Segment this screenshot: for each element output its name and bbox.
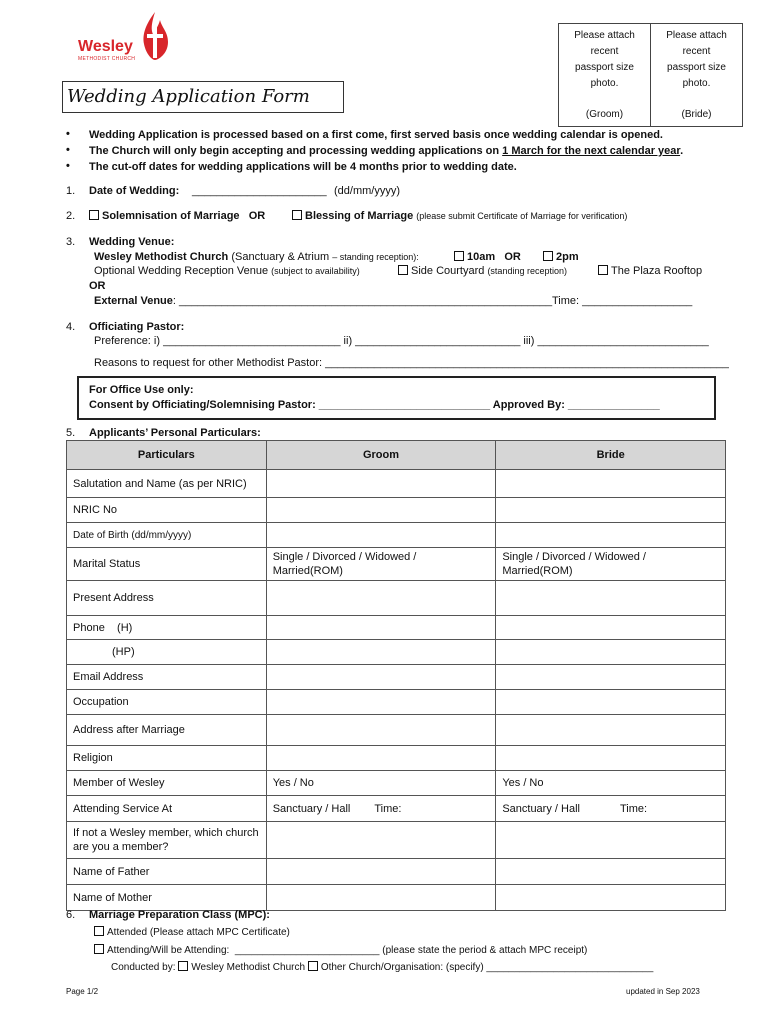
external-venue-line[interactable]: External Venue: _____________________________________________________________	[94, 295, 553, 307]
photo-text: recent	[682, 46, 711, 57]
optional-venue-line: Optional Wedding Reception Venue (subject to availability)	[94, 265, 360, 277]
groom-cell[interactable]	[266, 715, 496, 746]
particulars-label: Applicants’ Personal Particulars:	[89, 427, 261, 439]
bride-cell[interactable]	[496, 690, 726, 715]
checkbox-icon[interactable]	[454, 251, 464, 261]
bride-photo-box[interactable]	[650, 23, 743, 127]
groom-cell[interactable]	[266, 885, 496, 911]
table-row	[67, 771, 726, 796]
note-2: The Church will only begin accepting and processing wedding applications on 1 March for the next calendar year.	[89, 145, 684, 157]
bride-cell[interactable]	[496, 470, 726, 498]
photo-who: (Groom)	[585, 109, 624, 120]
header-bride: Bride	[496, 441, 726, 470]
page-number: Page 1/2	[66, 987, 99, 996]
venue-label: Wedding Venue:	[89, 236, 175, 248]
external-time-input[interactable]: Time: __________________	[552, 295, 693, 307]
bride-cell[interactable]	[496, 746, 726, 771]
photo-text: photo.	[682, 78, 711, 89]
logo-name: Wesley	[78, 38, 133, 55]
groom-photo-box[interactable]	[558, 23, 651, 127]
table-row	[67, 581, 726, 616]
side-courtyard-option[interactable]: Side Courtyard (standing reception)	[398, 265, 567, 277]
updated-date: updated in Sep 2023	[626, 987, 700, 996]
row-label: If not a Wesley member, which church are you a member?	[67, 822, 267, 859]
row-label: Address after Marriage	[67, 715, 267, 746]
checkbox-icon[interactable]	[292, 210, 302, 220]
checkbox-icon[interactable]	[543, 251, 553, 261]
row-label: Member of Wesley	[67, 771, 267, 796]
table-row	[67, 640, 726, 665]
bride-cell[interactable]	[496, 665, 726, 690]
header-particulars: Particulars	[67, 441, 267, 470]
row-label: Attending Service At	[67, 796, 267, 822]
table-row	[67, 746, 726, 771]
row-label: Salutation and Name (as per NRIC)	[67, 470, 267, 498]
photo-who: (Bride)	[681, 109, 712, 120]
flame-cross-icon	[138, 10, 172, 62]
groom-cell[interactable]	[266, 746, 496, 771]
checkbox-icon[interactable]	[308, 961, 318, 971]
venue-or: OR	[89, 280, 106, 292]
mpc-conducted-line: Conducted by: Wesley Methodist Church Other Church/Organisation: (specify) ______________________________	[111, 962, 654, 973]
section-4-number: 4.	[66, 321, 76, 333]
blessing-option[interactable]: Blessing of Marriage (please submit Certificate of Marriage for verification)	[292, 210, 627, 222]
time-2pm-option[interactable]: 2pm	[543, 251, 579, 263]
row-label: Present Address	[67, 581, 267, 616]
mpc-attended-option[interactable]: Attended (Please attach MPC Certificate)	[94, 926, 290, 938]
bride-cell[interactable]	[496, 581, 726, 616]
row-label: Marital Status	[67, 548, 267, 581]
pastor-preference-input[interactable]: Preference: i) _____________________________ ii) ___________________________ iii) ____________________________	[94, 335, 709, 347]
section-5-number: 5.	[66, 427, 76, 439]
groom-cell[interactable]	[266, 665, 496, 690]
table-row	[67, 523, 726, 548]
solemnisation-option[interactable]: Solemnisation of Marriage OR	[89, 210, 265, 222]
bullet-icon: •	[66, 160, 70, 172]
groom-member-options[interactable]: Yes / No	[266, 771, 496, 796]
photo-text: passport size	[667, 62, 726, 73]
wedding-date-label: Date of Wedding:	[89, 185, 180, 197]
office-consent-line[interactable]: Consent by Officiating/Solemnising Pastor: ____________________________ Approved By: _______________	[89, 399, 660, 411]
bride-cell[interactable]	[496, 616, 726, 640]
checkbox-icon[interactable]	[94, 944, 104, 954]
row-label: Email Address	[67, 665, 267, 690]
bride-marital-options[interactable]: Single / Divorced / Widowed / Married(ROM)	[496, 548, 726, 581]
groom-cell[interactable]	[266, 640, 496, 665]
row-label: (HP)	[67, 640, 267, 665]
bride-cell[interactable]	[496, 822, 726, 859]
time-10am-option[interactable]: 10am OR	[454, 251, 521, 263]
particulars-table	[66, 440, 726, 911]
note-1: Wedding Application is processed based on a first come, first served basis once wedding calendar is opened.	[89, 129, 663, 141]
groom-marital-options[interactable]: Single / Divorced / Widowed / Married(ROM)	[266, 548, 496, 581]
section-1-number: 1.	[66, 185, 76, 197]
page-title: Wedding Application Form	[62, 81, 344, 113]
table-row	[67, 616, 726, 640]
groom-cell[interactable]	[266, 498, 496, 523]
bride-cell[interactable]	[496, 859, 726, 885]
bride-service-cell[interactable]: Sanctuary / Hall Time:	[496, 796, 726, 822]
bride-cell[interactable]	[496, 715, 726, 746]
photo-text: passport size	[575, 62, 634, 73]
pastor-label: Officiating Pastor:	[89, 321, 185, 333]
table-row	[67, 548, 726, 581]
groom-cell[interactable]	[266, 523, 496, 548]
bride-cell[interactable]	[496, 523, 726, 548]
table-row	[67, 690, 726, 715]
table-header-row	[67, 441, 726, 470]
table-row	[67, 822, 726, 859]
groom-service-cell[interactable]: Sanctuary / Hall Time:	[266, 796, 496, 822]
wedding-date-input[interactable]: ______________________	[192, 185, 327, 197]
groom-cell[interactable]	[266, 581, 496, 616]
section-6-number: 6.	[66, 909, 76, 921]
section-2-number: 2.	[66, 210, 76, 222]
office-use-title: For Office Use only:	[89, 384, 194, 396]
row-label: Religion	[67, 746, 267, 771]
checkbox-icon[interactable]	[94, 926, 104, 936]
table-row	[67, 715, 726, 746]
bride-cell[interactable]	[496, 498, 726, 523]
groom-cell[interactable]	[266, 859, 496, 885]
table-row	[67, 470, 726, 498]
table-row	[67, 859, 726, 885]
groom-cell[interactable]	[266, 616, 496, 640]
church-venue-line: Wesley Methodist Church (Sanctuary & Atrium – standing reception):	[94, 251, 419, 263]
groom-cell[interactable]	[266, 822, 496, 859]
pastor-reasons-input[interactable]: Reasons to request for other Methodist Pastor: __________________________________________________________________	[94, 357, 729, 369]
row-label: Name of Mother	[67, 885, 267, 911]
plaza-rooftop-option[interactable]: The Plaza Rooftop	[598, 265, 702, 277]
mpc-attending-option[interactable]: Attending/Will be Attending: __________________________ (please state the period & attach MPC receipt)	[94, 944, 587, 956]
checkbox-icon[interactable]	[89, 210, 99, 220]
bride-cell[interactable]	[496, 640, 726, 665]
checkbox-icon[interactable]	[598, 265, 608, 275]
note-3: The cut-off dates for wedding applications will be 4 months prior to wedding date.	[89, 161, 517, 173]
table-row	[67, 885, 726, 911]
header-groom: Groom	[266, 441, 496, 470]
table-row	[67, 796, 726, 822]
office-use-box	[77, 376, 716, 420]
row-label: Occupation	[67, 690, 267, 715]
bride-cell[interactable]	[496, 885, 726, 911]
photo-text: Please attach	[574, 30, 635, 41]
photo-text: photo.	[590, 78, 619, 89]
logo-subtitle: METHODIST CHURCH	[78, 56, 136, 62]
row-label: NRIC No	[67, 498, 267, 523]
photo-text: Please attach	[666, 30, 727, 41]
row-label: Name of Father	[67, 859, 267, 885]
row-label: Date of Birth (dd/mm/yyyy)	[67, 523, 267, 548]
table-row	[67, 665, 726, 690]
photo-text: recent	[590, 46, 619, 57]
checkbox-icon[interactable]	[398, 265, 408, 275]
bullet-icon: •	[66, 128, 70, 140]
section-3-number: 3.	[66, 236, 76, 248]
wedding-date-format: (dd/mm/yyyy)	[334, 185, 400, 197]
mpc-label: Marriage Preparation Class (MPC):	[89, 909, 270, 921]
bride-member-options[interactable]: Yes / No	[496, 771, 726, 796]
groom-cell[interactable]	[266, 690, 496, 715]
table-row	[67, 498, 726, 523]
row-label: Phone (H)	[67, 616, 267, 640]
groom-cell[interactable]	[266, 470, 496, 498]
bullet-icon: •	[66, 144, 70, 156]
checkbox-icon[interactable]	[178, 961, 188, 971]
